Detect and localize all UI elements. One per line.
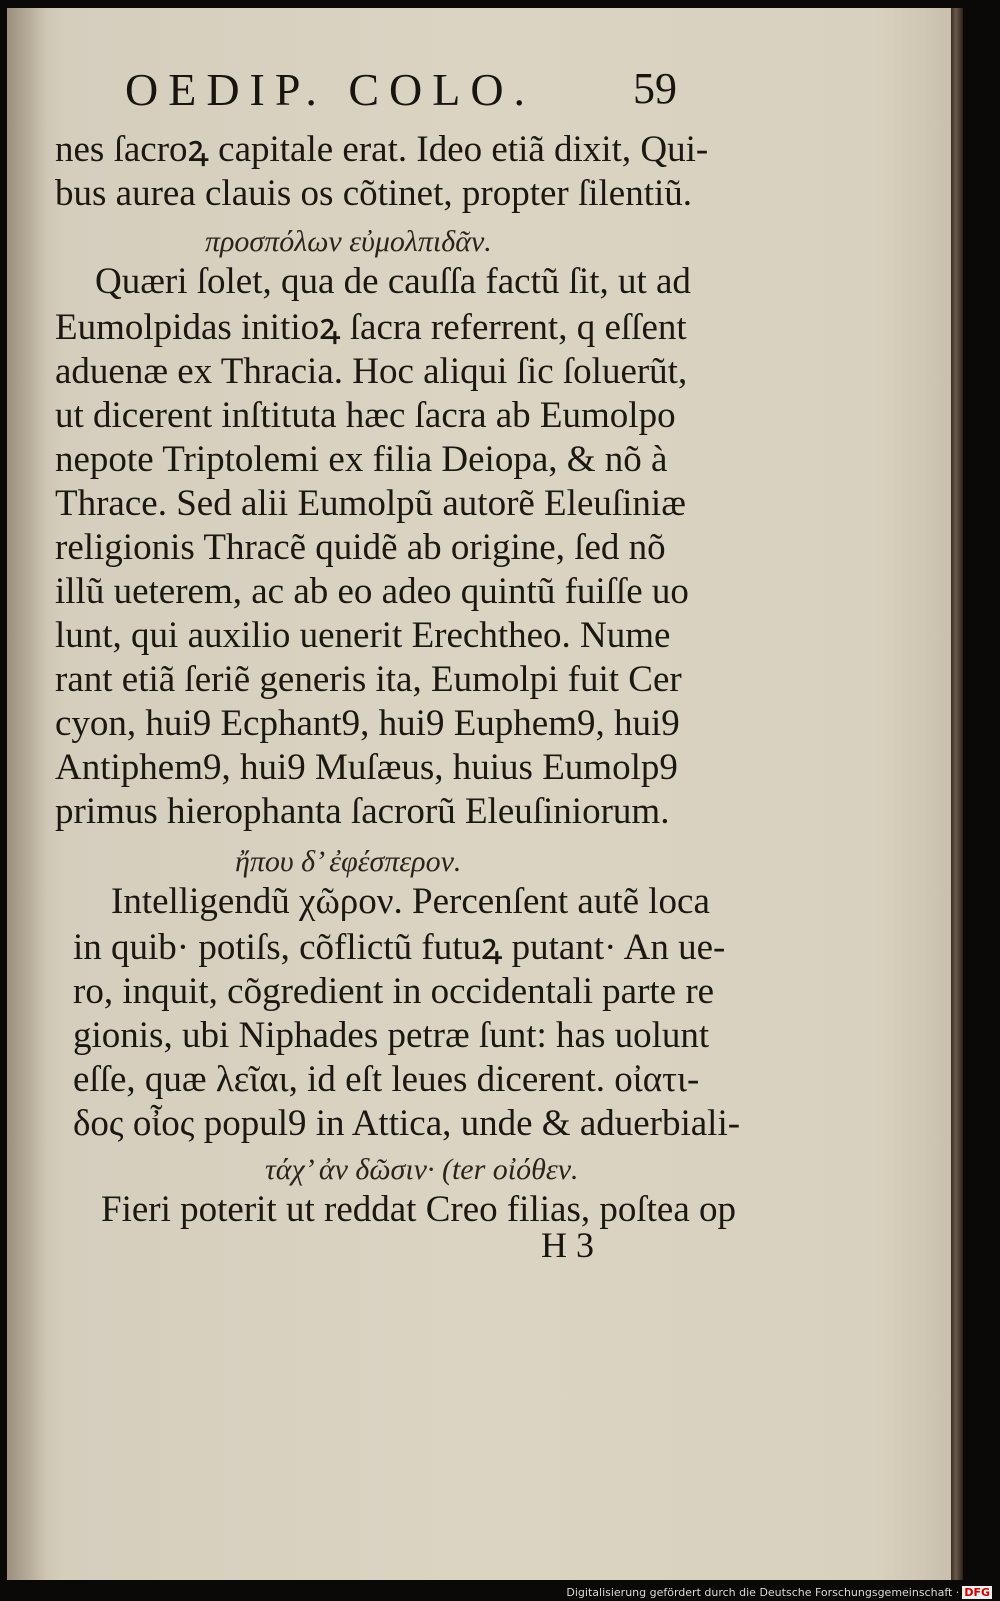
lemma-line: ἤπου δ’ ἐφέσπερον. xyxy=(235,845,462,878)
text-line: cyon, hui9 Ecphant9, hui9 Euphem9, hui9 xyxy=(55,703,680,744)
text-line: Quæri ſolet, qua de cauſſa factũ ſit, ut ad xyxy=(95,261,691,302)
text-line: Fieri poterit ut reddat Creo filias, poſtea op xyxy=(101,1189,736,1230)
text-line: lunt, qui auxilio uenerit Erechtheo. Nume xyxy=(55,615,671,656)
text-line: Thrace. Sed alii Eumolpũ autorẽ Eleuſiniæ xyxy=(55,483,686,524)
page-number: 59 xyxy=(633,64,677,113)
text-line: rant etiã ſeriẽ generis ita, Eumolpi fuit Cer xyxy=(55,659,682,700)
dfg-logo: DFG xyxy=(964,1586,990,1599)
text-line: bus aurea clauis os cõtinet, propter ſilentiũ. xyxy=(55,173,693,214)
text-line: in quib· potiſs, cõflictũ futuꝝ putant· An ue- xyxy=(73,927,726,968)
text-line: eſſe, quæ λεῖαι, id eſt leues dicerent. οἰατι- xyxy=(73,1059,700,1100)
text-line: primus hierophanta ſacrorũ Eleuſiniorum. xyxy=(55,791,670,832)
text-line: aduenæ ex Thracia. Hoc aliqui ſic ſoluerũt, xyxy=(55,351,688,392)
text-line: δος οἶος popul9 in Attica, unde & aduerbiali- xyxy=(73,1103,741,1144)
text-line: illũ ueterem, ac ab eo adeo quintũ fuiſſe uo xyxy=(55,571,689,612)
running-head: OEDIP. COLO. xyxy=(125,64,536,115)
signature-mark: H 3 xyxy=(541,1225,594,1265)
digitization-footer xyxy=(566,1586,992,1599)
text-line: ro, inquit, cõgredient in occidentali parte re xyxy=(73,971,715,1012)
lemma-line: τάχ’ ἀν δῶσιν· (ter οἰόθεν. xyxy=(265,1153,579,1186)
lemma-line: προσπόλων εὐμολπιδᾶν. xyxy=(205,225,492,258)
text-line: nepote Triptolemi ex filia Deiopa, & nõ à xyxy=(55,439,668,480)
footer-text: Digitalisierung gefördert durch die Deutsche Forschungsgemeinschaft · xyxy=(566,1586,960,1599)
gutter-shadow xyxy=(7,8,47,1580)
text-line: nes ſacroꝝ capitale erat. Ideo etiã dixit, Qui- xyxy=(55,129,709,170)
text-line: Eumolpidas initioꝝ ſacra referrent, q eſſent xyxy=(55,307,687,348)
text-line: Antiphem9, hui9 Muſæus, huius Eumolp9 xyxy=(55,747,678,788)
text-line: ut dicerent inſtituta hæc ſacra ab Eumolpo xyxy=(55,395,676,436)
text-line: religionis Thracẽ quidẽ ab origine, ſed nõ xyxy=(55,527,666,568)
page-edge xyxy=(951,8,963,1580)
text-line: Intelligendũ χῶρον. Percenſent autẽ loca xyxy=(111,881,710,922)
page-header xyxy=(125,63,725,123)
book-page xyxy=(7,8,956,1580)
text-line: gionis, ubi Niphades petræ ſunt: has uolunt xyxy=(73,1015,710,1056)
